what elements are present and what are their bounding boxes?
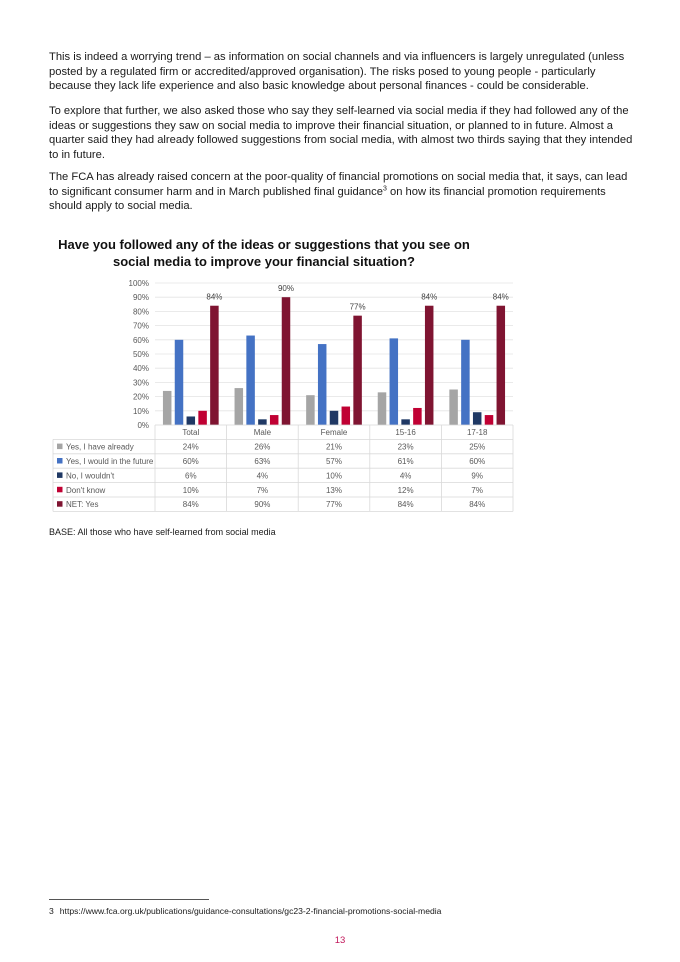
table-cell: 7%: [471, 485, 483, 495]
table-cell: 60%: [182, 457, 199, 466]
bar: [175, 340, 184, 425]
bar: [282, 297, 291, 425]
bar: [258, 419, 267, 425]
bar: [473, 412, 482, 425]
y-tick-label: 90%: [132, 293, 149, 303]
y-tick-label: 100%: [128, 279, 149, 288]
table-cell: 90%: [254, 500, 271, 510]
legend-swatch: [57, 472, 63, 478]
legend-swatch: [57, 458, 63, 464]
x-tick-label: Male: [253, 428, 272, 438]
legend-swatch: [57, 487, 63, 493]
page-number: 13: [334, 935, 346, 946]
data-label: 77%: [349, 302, 366, 312]
table-cell: 10%: [182, 485, 199, 495]
legend-entry: NET: Yes: [66, 500, 99, 510]
bar: [413, 408, 422, 425]
bar: [485, 415, 494, 425]
bar: [449, 390, 458, 426]
bar: [378, 392, 387, 425]
bar: [198, 411, 207, 425]
table-cell: 84%: [469, 500, 486, 510]
x-tick-label: Female: [320, 428, 348, 438]
y-tick-label: 70%: [132, 321, 149, 331]
footnote-link[interactable]: https://www.fca.org.uk/publications/guidance-consultations/gc23-2-financial-promotions-social-media: [59, 906, 442, 916]
y-tick-label: 50%: [132, 350, 149, 359]
legend-entry: Don't know: [66, 485, 106, 495]
bar: [163, 391, 172, 425]
x-tick-label: Total: [182, 428, 200, 438]
table-cell: 4%: [399, 471, 412, 481]
footnote-number: 3: [49, 906, 54, 916]
paragraph-2: To explore that further, we also asked those who say they self-learned via social media if they had followed any of the ideas or suggestions they saw on social media to improve their financial situation, or planned to in future. Almost a quarter said they had already followed suggestions from social media, with almost two thirds saying that they intended to in future.: [49, 105, 633, 161]
legend-entry: Yes, I have already: [66, 442, 134, 452]
y-tick-label: 0%: [137, 421, 149, 430]
table-cell: 84%: [182, 500, 199, 510]
table-cell: 63%: [254, 457, 271, 466]
y-tick-label: 30%: [132, 378, 149, 388]
y-tick-label: 20%: [132, 392, 149, 402]
data-label: 84%: [492, 292, 509, 302]
legend-swatch: [57, 501, 63, 507]
legend-swatch: [57, 444, 63, 450]
y-tick-label: 40%: [132, 364, 149, 374]
table-cell: 57%: [325, 457, 343, 466]
table-cell: 13%: [325, 485, 343, 495]
data-label: 90%: [277, 284, 295, 294]
table-cell: 12%: [397, 485, 414, 495]
table-cell: 4%: [256, 471, 269, 481]
bar: [390, 338, 399, 425]
chart-title: Have you followed any of the ideas or suggestions that you see on social media to improve your financial situation?: [58, 237, 470, 269]
table-cell: 26%: [254, 442, 271, 452]
paragraph-3-text-a: The FCA has already raised concern at the poor-quality of financial promotions on social media that, it says, can lead to significant consumer harm and in March published final guidance: [49, 171, 628, 198]
table-cell: 23%: [397, 442, 414, 452]
table-cell: 77%: [325, 500, 343, 510]
bar: [246, 336, 255, 425]
data-label: 84%: [206, 292, 223, 302]
bar: [401, 419, 410, 425]
table-cell: 21%: [325, 442, 343, 452]
x-tick-label: 15-16: [395, 428, 416, 438]
bar: [270, 415, 279, 425]
bar: [306, 395, 315, 425]
legend-entry: Yes, I would in the future: [66, 457, 154, 466]
paragraph-1: This is indeed a worrying trend – as information on social channels and via influencers is largely unregulated (unless posted by a regulated firm or accredited/approved organisation). The risks posed to young people - particularly because they lack life experience and also basic knowledge about personal finances - could be considerable.: [49, 51, 625, 93]
bar: [342, 407, 351, 425]
table-cell: 25%: [469, 442, 486, 452]
bar: [461, 340, 470, 425]
y-tick-label: 60%: [132, 335, 149, 345]
table-cell: 84%: [397, 500, 414, 510]
footnote: [49, 906, 441, 916]
bar: [497, 306, 506, 425]
bar: [318, 344, 327, 425]
bar: [235, 388, 244, 425]
bar: [187, 416, 196, 425]
bar: [353, 316, 362, 425]
bar: [210, 306, 219, 425]
data-label: 84%: [421, 292, 438, 302]
table-cell: 6%: [185, 471, 197, 481]
table-cell: 10%: [325, 471, 343, 481]
table-cell: 61%: [397, 457, 414, 466]
y-tick-label: 10%: [132, 406, 149, 416]
x-tick-label: 17-18: [466, 428, 488, 438]
y-tick-label: 80%: [132, 307, 149, 317]
legend-entry: No, I wouldn't: [66, 471, 115, 481]
table-cell: 7%: [256, 485, 269, 495]
table-cell: 9%: [471, 471, 483, 481]
table-cell: 60%: [469, 457, 486, 466]
base-note: BASE: All those who have self-learned from social media: [49, 527, 276, 537]
bar: [330, 411, 339, 425]
paragraph-3-text-b: on how its financial promotion requirements should apply to social media.: [49, 185, 606, 213]
footnote-divider: [49, 899, 209, 900]
footnote-ref[interactable]: 3: [382, 184, 387, 192]
table-cell: 24%: [182, 442, 199, 452]
bar: [425, 306, 434, 425]
